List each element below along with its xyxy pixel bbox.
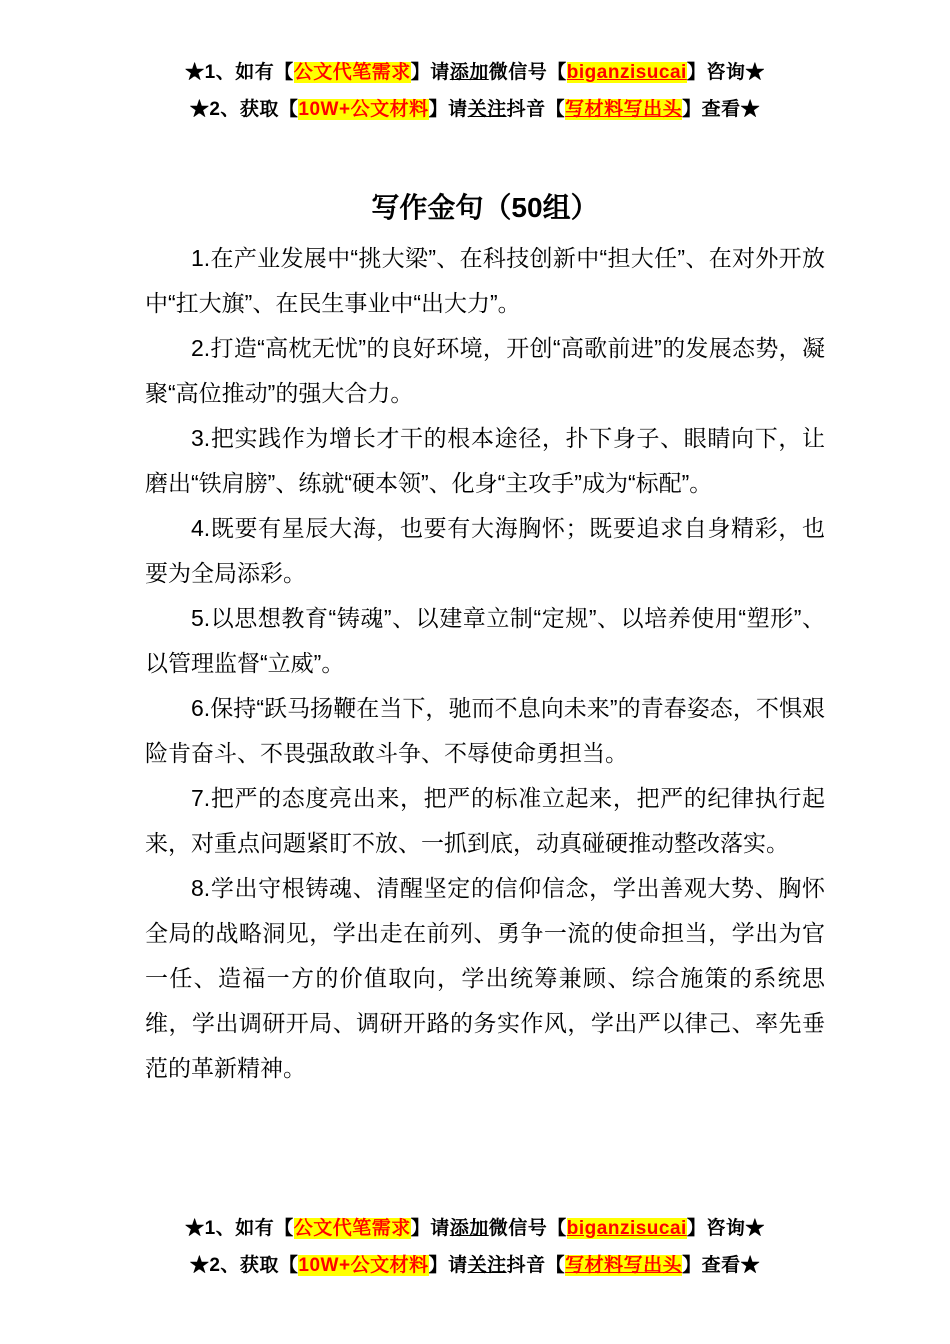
paragraph: 1.在产业发展中“挑大梁”、在科技创新中“担大任”、在对外开放中“扛大旗”、在民生事业中“出大力”。 xyxy=(145,245,825,316)
page-title: 写作金句（50组） xyxy=(371,192,599,223)
paragraph: 8.学出守根铸魂、清醒坚定的信仰信念，学出善观大势、胸怀全局的战略洞见，学出走在前列、勇争一流的使命担当，学出为官一任、造福一方的价值取向，学出统筹兼顾、综合施策的系统思维，学出调研开局、调研开路的务实作风，学出严以律己、率先垂范的革新精神。 xyxy=(145,875,825,1081)
notice-underline-add: 添加 xyxy=(449,62,489,83)
paragraph: 2.打造“高枕无忧”的良好环境，开创“高歌前进”的发展态势，凝聚“高位推动”的强大合力。 xyxy=(145,335,825,406)
notice-text: 】请 xyxy=(428,1255,468,1276)
wechat-id: biganzisucai xyxy=(566,62,687,83)
footer-notice xyxy=(0,1210,950,1284)
highlight-keyword-ghostwriting: 公文代笔需求 xyxy=(293,1218,411,1239)
douyin-account: 写材料写出头 xyxy=(565,1255,683,1276)
notice-text: ★2、获取【 xyxy=(189,1255,299,1276)
notice-text: 】查看★ xyxy=(682,1255,761,1276)
notice-underline-follow: 关注 xyxy=(467,99,507,120)
notice-text: ★2、获取【 xyxy=(189,99,299,120)
notice-text: 】查看★ xyxy=(682,99,761,120)
notice-text: 】请 xyxy=(428,99,468,120)
footer-notice-line2 xyxy=(0,1247,950,1284)
highlight-keyword-materials: 10W+公文材料 xyxy=(298,1255,429,1276)
notice-underline-add: 添加 xyxy=(449,1218,489,1239)
header-notice xyxy=(0,0,950,128)
notice-text: 微信号【 xyxy=(488,1218,567,1239)
highlight-keyword-ghostwriting: 公文代笔需求 xyxy=(293,62,411,83)
notice-underline-follow: 关注 xyxy=(467,1255,507,1276)
notice-text: 抖音【 xyxy=(506,1255,566,1276)
paragraph: 5.以思想教育“铸魂”、以建章立制“定规”、以培养使用“塑形”、以管理监督“立威”。 xyxy=(145,605,825,676)
header-notice-line2 xyxy=(0,91,950,128)
notice-text: ★1、如有【 xyxy=(185,62,294,83)
notice-text: 抖音【 xyxy=(506,99,566,120)
paragraph: 6.保持“跃马扬鞭在当下，驰而不息向未来”的青春姿态，不惧艰险肯奋斗、不畏强敌敢斗争、不辱使命勇担当。 xyxy=(145,695,825,766)
header-notice-line1 xyxy=(0,54,950,91)
notice-text: 】咨询★ xyxy=(686,1218,765,1239)
wechat-id: biganzisucai xyxy=(566,1218,687,1239)
highlight-keyword-materials: 10W+公文材料 xyxy=(298,99,429,120)
douyin-account: 写材料写出头 xyxy=(565,99,683,120)
notice-text: 微信号【 xyxy=(488,62,567,83)
paragraph: 3.把实践作为增长才干的根本途径，扑下身子、眼睛向下，让磨出“铁肩膀”、练就“硬本领”、化身“主攻手”成为“标配”。 xyxy=(145,425,825,496)
notice-text: 】请 xyxy=(410,62,450,83)
footer-notice-line1 xyxy=(0,1210,950,1247)
paragraph: 7.把严的态度亮出来，把严的标准立起来，把严的纪律执行起来，对重点问题紧盯不放、一抓到底，动真碰硬推动整改落实。 xyxy=(145,785,825,856)
notice-text: 】请 xyxy=(410,1218,450,1239)
notice-text: 】咨询★ xyxy=(686,62,765,83)
notice-text: ★1、如有【 xyxy=(185,1218,294,1239)
document-body xyxy=(145,236,825,1091)
paragraph: 4.既要有星辰大海，也要有大海胸怀；既要追求自身精彩，也要为全局添彩。 xyxy=(145,515,825,586)
